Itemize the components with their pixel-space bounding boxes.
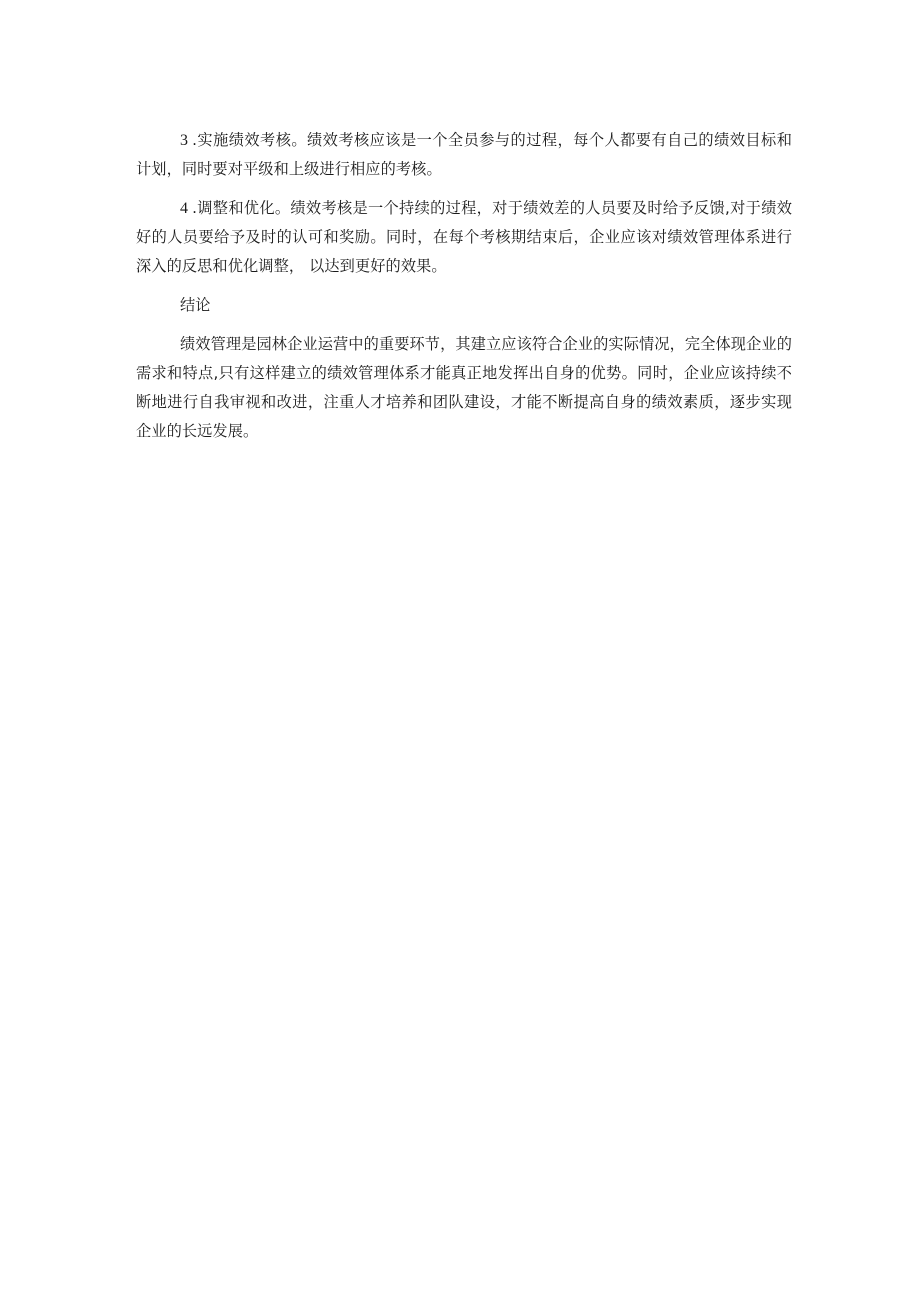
paragraph-step-4 (136, 194, 792, 281)
paragraph-step-3 (136, 126, 792, 184)
step-number: 4 (180, 200, 189, 217)
paragraph-text: .实施绩效考核。绩效考核应该是一个全员参与的过程，每个人都要有自己的绩效目标和计划，同时要对平级和上级进行相应的考核。 (136, 131, 792, 178)
conclusion-heading: 结论 (180, 296, 211, 314)
conclusion-paragraph: 绩效管理是园林企业运营中的重要环节，其建立应该符合企业的实际情况，完全体现企业的需求和特点,只有这样建立的绩效管理体系才能真正地发挥出自身的优势。同时，企业应该持续不断地进行自我审视和改进，注重人才培养和团队建设，才能不断提高自身的绩效素质，逐步实现企业的长远发展。 (136, 335, 792, 440)
document-body (136, 126, 792, 456)
paragraph-text: .调整和优化。绩效考核是一个持续的过程，对于绩效差的人员要及时给予反馈,对于绩效好的人员要给予及时的认可和奖励。同时，在每个考核期结束后，企业应该对绩效管理体系进行深入的反思和优化调整， 以达到更好的效果。 (136, 199, 792, 275)
step-number: 3 (180, 132, 189, 149)
